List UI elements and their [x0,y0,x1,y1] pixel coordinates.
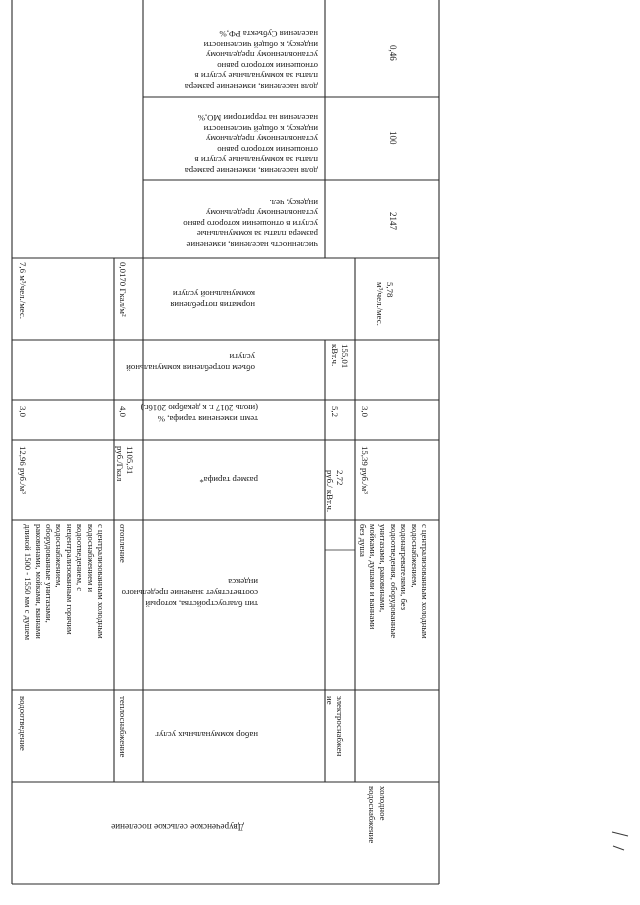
water-type-line: водонагревателями, без [399,524,410,611]
water-service [366,786,388,843]
electricity-tariff [325,470,345,512]
drainage-type-line: водоснабжением и [85,524,96,593]
share-subject-label-line: платы за коммунальные услуги в [194,71,318,82]
population-label [183,198,318,251]
drainage-type-line: нецентрализованным горячим [64,524,75,635]
share-subject-label-line: отношении которого равно [217,61,318,71]
drainage-norm-line: 7,6 м³/чел./мес. [18,262,28,319]
tariff-header-line: размер тарифа* [199,475,258,485]
share-subject-label-line: индексу, к общей численности [203,40,318,50]
drainage-rate [18,406,28,417]
electricity-service-line: электроснабжен [335,696,345,757]
electricity-volume-line: 155,01 [340,344,350,369]
population-value-line: 2147 [388,212,398,230]
drainage-type-line: водоотведением, с [75,524,86,592]
water-rate [360,406,370,417]
share-subject-value-line: 0,46 [388,45,398,61]
drainage-tariff-line: 12,96 руб./м³ [18,446,28,494]
settlement-label-line: Двуреченское сельское поселение [111,822,244,832]
rate-header-line: (июль 2017 г. к декабрю 2016г.) [140,403,258,413]
water-norm-line: 5,78 [385,282,395,298]
volume-header [126,351,255,373]
heating-type [118,524,128,563]
electricity-rate [330,406,340,417]
volume-header-line: объем потребления коммунальной [126,363,255,373]
drainage-type-line: оборудованные унитазами, [43,524,54,623]
share-subject-label [185,29,318,92]
share-mo-label-line: отношении которого равно [217,145,318,155]
heating-tariff-line: 1105,31 [125,446,135,475]
heating-rate [118,406,128,417]
share-subject-label-line: установленному предельному [206,50,318,61]
water-tariff-line: 15,39 руб./м³ [360,446,370,494]
services-header-line: набор коммунальных услуг [155,730,258,740]
drainage-type-line: раковинами, мойками, ваннами [33,524,44,639]
drainage-service-line: водоотведение [18,696,28,751]
heating-norm [118,262,128,317]
heating-service [118,696,128,757]
share-mo-label-line: платы за коммунальные услуги в [194,155,318,166]
heating-tariff-line: руб./Гкал [115,446,125,482]
water-norm [375,282,395,326]
electricity-rate-line: 5,2 [330,406,340,417]
drainage-tariff [18,446,28,494]
tariff-header [199,474,258,485]
water-type-line: водоотведения, оборудованные [388,524,399,639]
heating-tariff [115,446,135,481]
heating-norm-line: 0,0170 Гкал/м² [118,262,128,317]
share-subject-value [388,45,398,61]
type-header [122,576,258,609]
water-type-line: с централизованным холодным [420,524,430,639]
water-tariff [360,446,370,494]
water-rate-line: 3,0 [360,406,370,417]
share-mo-label-line: индексу, к общей численности [203,124,318,134]
type-header-line: индекса [228,577,258,587]
share-mo-value [388,131,398,145]
settlement-label [111,821,244,832]
share-mo-label-line: установленному предельному [206,134,318,145]
water-service-line: холодное [378,786,388,821]
heating-rate-line: 4,0 [118,406,128,417]
drainage-rate-line: 3,0 [18,406,28,417]
population-value [388,212,398,230]
share-mo-value-line: 100 [388,131,398,145]
water-type-line: водоснабжением, [409,524,420,588]
norm-header-line: норматив потребления [170,300,255,310]
drainage-type-line: с централизованным холодным [96,524,106,639]
electricity-volume-line: кВт.ч. [330,344,340,367]
heating-service-line: теплоснабжение [118,696,128,758]
population-label-line: индексу, чел. [269,198,318,208]
electricity-tariff-line: руб./ кВт.ч. [325,470,335,513]
water-service-line: водоснабжение [367,786,377,844]
services-header [155,729,258,740]
drainage-type-line: водоснабжением, [54,524,65,588]
drainage-type-line: длиной 1500 - 1550 мм с душем [23,524,34,641]
share-subject-label-line: населения Субъекта РФ,% [219,29,318,40]
water-type-line: унитазами, раковинами, [378,524,389,613]
electricity-tariff-line: 2,72 [335,470,345,486]
water-type-line: мойками, душами и ваннами [367,524,378,630]
electricity-service [325,696,345,756]
population-label-line: услуги в отношении которого равно [183,219,318,229]
share-mo-label-line: доля населения, изменение размера [184,166,318,176]
population-label-line: установленному предельному [206,208,318,219]
drainage-type [23,524,106,640]
norm-header [170,288,255,310]
share-mo-label-line: населения на территории МО,% [197,113,318,124]
volume-header-line: услуги [229,352,255,362]
rate-header-line: темп изменения тарифа, % [157,414,258,424]
rate-header [141,402,258,424]
drainage-norm [18,262,28,319]
water-type-line: без душа [357,524,368,557]
population-label-line: численность населения, изменение [186,240,318,250]
type-header-line: тип благоустройства, который [145,599,258,609]
water-type [357,524,430,639]
drainage-service [18,696,28,751]
electricity-volume [330,344,350,368]
share-subject-label-line: доля населения, изменение размера [184,82,318,92]
water-norm-line: м³/чел./мес. [375,282,385,326]
type-header-line: соответствует значение предельного [121,588,258,598]
norm-header-line: коммунальной услуги [172,289,255,299]
population-label-line: размера платы за коммунальные [196,229,318,240]
share-mo-label [185,113,318,176]
heating-type-line: отопление [118,524,128,563]
electricity-service-line: ие [325,696,335,705]
